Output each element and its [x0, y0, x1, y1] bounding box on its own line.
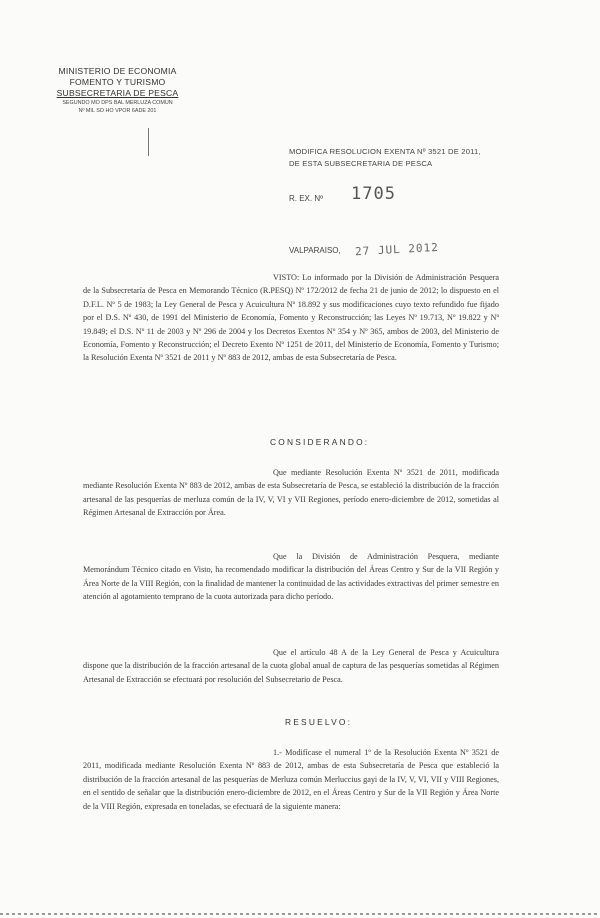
ministry-subtitle: FOMENTO Y TURISMO: [69, 77, 166, 87]
subsecretaria-name: SUBSECRETARIA DE PESCA: [56, 88, 179, 98]
resolution-number-stamp: 1705: [351, 184, 396, 204]
considerando-paragraph-1: Que mediante Resolución Exenta Nº 3521 de 2011, modificada mediante Resolución Exenta Nº 883 de 2012, ambas de esta Subsecretaría de Pesca, se estableció la distribución de la fracción artesanal de las pesquerías de merluza común de la IV, V, VI y VII Regiones, período enero-diciembre de 2012, sometidas al Régimen Artesanal de Extracción por Área.: [83, 468, 499, 518]
reference-block: [289, 146, 481, 170]
header-annotation-2: Nº MIL SO HO VPOR 6ADE 201: [78, 108, 157, 114]
resuelvo-paragraph-1: 1.- Modifícase el numeral 1º de la Resolución Exenta Nº 3521 de 2011, modificada mediante Resolución Exenta Nº 883 de 2012, ambas de esta Subsecretaría de Pesca que estableció la distribución de la fracción artesanal de las pesquerías de Merluza común Merluccius gayi de la IV, V, VI, VII y VIII Regiones, en el sentido de señalar que la distribución enero-diciembre de 2012, en el Áreas Centro y Sur de la VII Región y Área Norte de la VIII Región, expresada en toneladas, se efectuará de la siguiente manera:: [83, 748, 499, 811]
considerando-heading: CONSIDERANDO:: [270, 437, 370, 447]
ministry-header: [50, 66, 185, 115]
reference-line-2: DE ESTA SUBSECRETARIA DE PESCA: [289, 159, 433, 168]
resolution-label: R. EX. Nº: [289, 194, 324, 203]
ministry-name: MINISTERIO DE ECONOMIA: [58, 66, 177, 76]
margin-mark: [148, 128, 149, 156]
reference-line-1: MODIFICA RESOLUCION EXENTA Nº 3521 DE 2011,: [289, 147, 481, 156]
scan-edge: [0, 913, 600, 915]
header-annotation-1: SEGUNDO MO DPS BAL MERLUZA COMUN: [62, 100, 173, 106]
date-city: VALPARAISO,: [289, 246, 341, 255]
considerando-paragraph-3: Que el artículo 48 A de la Ley General de Pesca y Acuicultura dispone que la distribución de la fracción artesanal de la cuota global anual de captura de las pesquerías sometidas al Régimen Artesanal de Extracción se efectuará por resolución del Subsecretario de Pesca.: [83, 648, 499, 684]
resolution-number-block: [289, 184, 396, 204]
considerando-paragraph-2: Que la División de Administración Pesquera, mediante Memorándum Técnico citado en Visto, ha recomendado modificar la distribución del Áreas Centro y Sur de la VII Región y Área Norte de la VIII Región, con la finalidad de mantener la continuidad de las actividades extractivas del primer semestre en atención al agotamiento temprano de la cuota autorizada para dicho período.: [83, 552, 499, 602]
date-block: [289, 240, 440, 259]
date-stamp: 27 JUL 2012: [354, 240, 440, 259]
resuelvo-heading: RESUELVO:: [285, 717, 353, 727]
visto-paragraph: VISTO: Lo informado por la División de Administración Pesquera de la Subsecretaría de Pesca en Memorando Técnico (R.PESQ) Nº 172/2012 de fecha 21 de junio de 2012; lo dispuesto en el D.F.L. Nº 5 de 1983; la Ley General de Pesca y Acuicultura Nº 18.892 y sus modificaciones cuyo texto refundido fue fijado por el D.S. Nº 430, de 1991 del Ministerio de Economía, Fomento y Reconstrucción; las Leyes Nº 19.713, Nº 19.822 y Nº 19.849; el D.S. Nº 11 de 2003 y Nº 296 de 2004 y los Decretos Exentos Nº 354 y Nº 365, ambos de 2003, del Ministerio de Economía, Fomento y Reconstrucción; el Decreto Exento Nº 1251 de 2011, del Ministerio de Economía, Fomento y Turismo; la Resolución Exenta Nº 3521 de 2011 y Nº 883 de 2012, ambas de esta Subsecretaría de Pesca.: [83, 273, 499, 363]
